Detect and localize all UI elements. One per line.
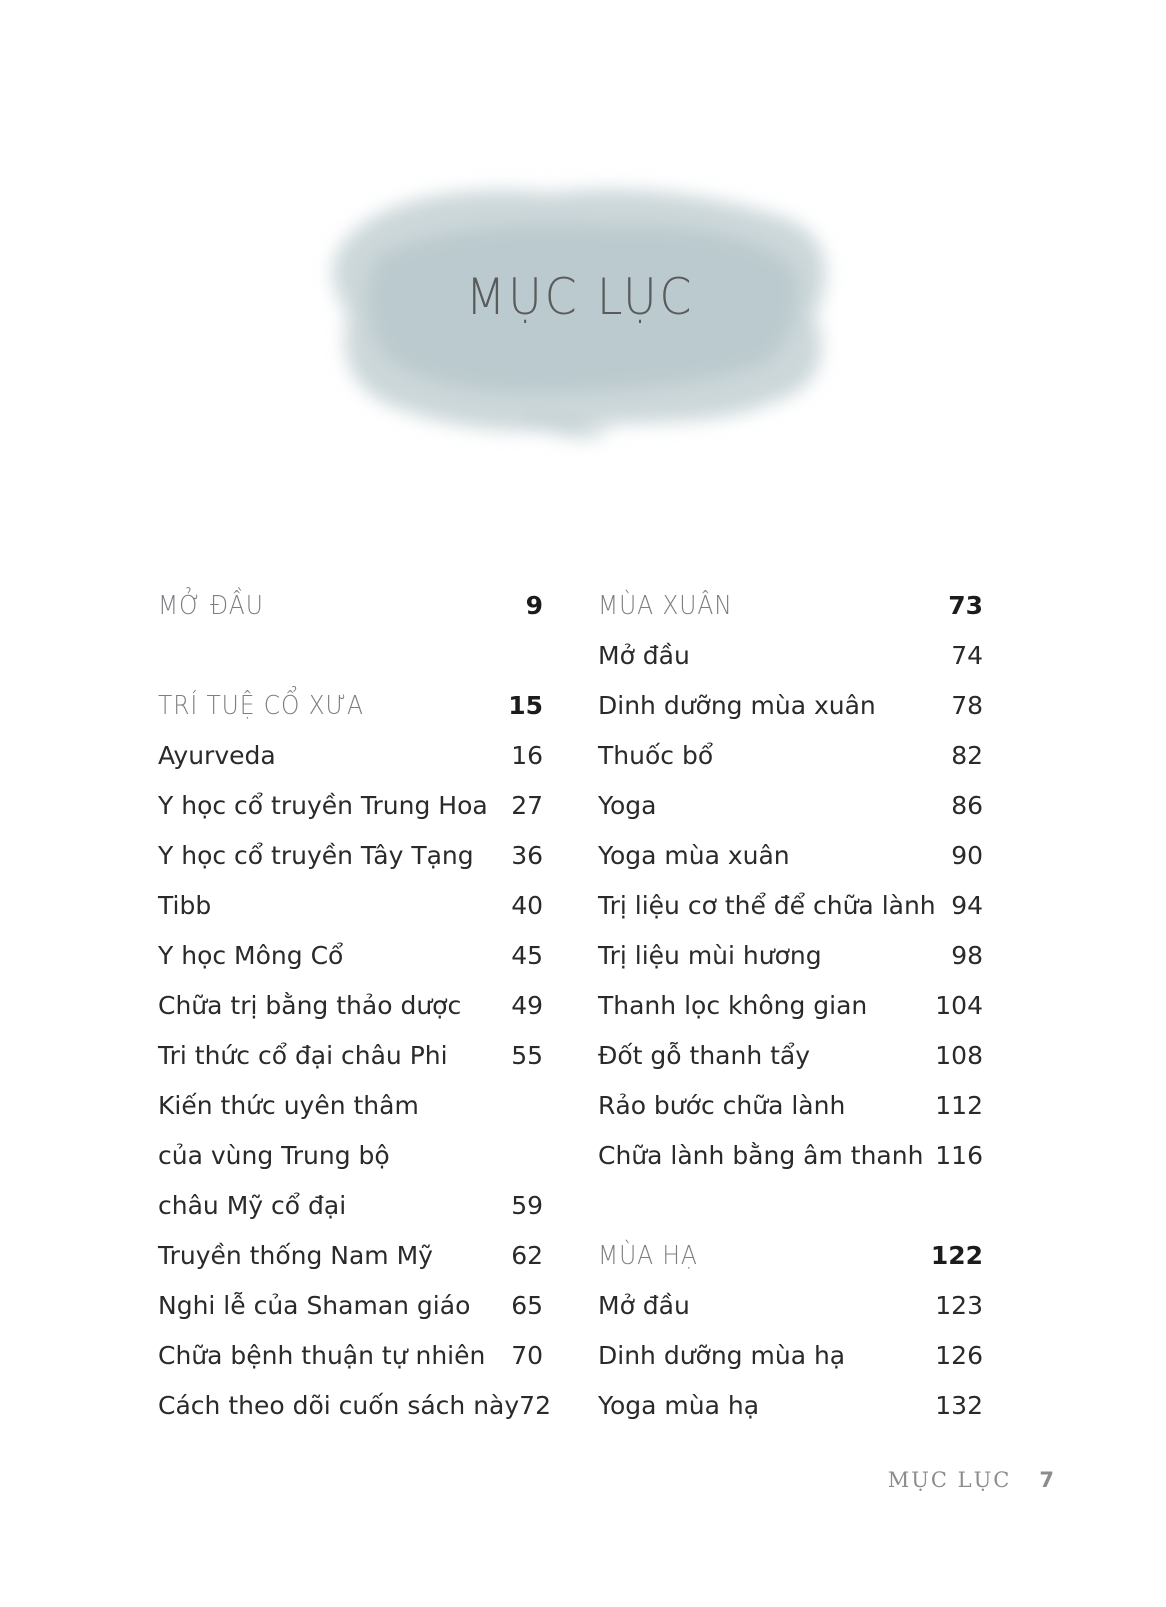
toc-entry-page: 94 — [951, 891, 983, 920]
toc-entry-page: 90 — [951, 841, 983, 870]
toc-entry-page: 86 — [951, 791, 983, 820]
toc-entry-page: 55 — [511, 1041, 543, 1070]
page-footer — [888, 1468, 1054, 1492]
toc-entry-page: 116 — [935, 1141, 983, 1170]
spacer — [158, 631, 543, 681]
toc-entry[interactable] — [158, 1331, 543, 1381]
toc-entry[interactable] — [598, 1081, 983, 1131]
toc-entry[interactable] — [158, 831, 543, 881]
toc-entry[interactable] — [158, 1181, 543, 1231]
toc-entry-label: Rảo bước chữa lành — [598, 1091, 846, 1120]
toc-entry-page: 49 — [511, 991, 543, 1020]
toc-entry-page: 98 — [951, 941, 983, 970]
toc-entry-label: Tibb — [158, 891, 212, 920]
toc-entry-label: Thanh lọc không gian — [598, 991, 868, 1020]
toc-entry-page: 78 — [951, 691, 983, 720]
toc-entry-label: Mở đầu — [598, 1291, 690, 1320]
toc-entry-label: Chữa lành bằng âm thanh — [598, 1141, 924, 1170]
toc-heading-ancient-wisdom[interactable] — [158, 681, 543, 731]
toc-entry-label: Yoga mùa hạ — [598, 1391, 760, 1420]
toc-entry-page: 70 — [511, 1341, 543, 1370]
toc-entry-label: Dinh dưỡng mùa xuân — [598, 691, 876, 720]
toc-entry[interactable] — [158, 981, 543, 1031]
toc-entry-page: 123 — [935, 1291, 983, 1320]
toc-entry-label: châu Mỹ cổ đại — [158, 1191, 347, 1220]
toc-heading-spring[interactable] — [598, 581, 983, 631]
toc-entry-label: Mở đầu — [598, 641, 690, 670]
toc-entry[interactable] — [598, 981, 983, 1031]
toc-entry-page: 45 — [511, 941, 543, 970]
toc-entry-label: Kiến thức uyên thâm — [158, 1091, 419, 1120]
toc-entry-label: Trị liệu cơ thể để chữa lành — [598, 891, 936, 920]
toc-entry-page: 27 — [511, 791, 543, 820]
toc-entry-page: 65 — [511, 1291, 543, 1320]
toc-entry-label: Trị liệu mùi hương — [598, 941, 822, 970]
toc-heading-page: 15 — [508, 691, 543, 720]
toc-entry-label: Y học cổ truyền Tây Tạng — [158, 841, 474, 870]
toc-entry-label: của vùng Trung bộ — [158, 1141, 390, 1170]
toc-heading-page: 122 — [930, 1241, 983, 1270]
toc-entry[interactable] — [158, 1031, 543, 1081]
toc-entry[interactable] — [598, 881, 983, 931]
toc-entry-label: Tri thức cổ đại châu Phi — [158, 1041, 448, 1070]
toc-entry[interactable] — [598, 931, 983, 981]
toc-entry-label: Dinh dưỡng mùa hạ — [598, 1341, 846, 1370]
toc-entry[interactable] — [598, 731, 983, 781]
toc-entry-page: 59 — [511, 1191, 543, 1220]
toc-heading-label: TRÍ TUỆ CỔ XƯA — [158, 691, 364, 721]
toc-heading-intro[interactable] — [158, 581, 543, 631]
toc-entry-label: Truyền thống Nam Mỹ — [158, 1241, 433, 1270]
toc-entry-label: Đốt gỗ thanh tẩy — [598, 1041, 811, 1070]
toc-entry-page: 74 — [951, 641, 983, 670]
toc-entry-label: Thuốc bổ — [598, 741, 714, 770]
toc-left-column — [158, 581, 551, 1431]
toc-entry-label: Yoga — [598, 791, 657, 820]
toc-entry-page: 82 — [951, 741, 983, 770]
toc-entry-label: Cách theo dõi cuốn sách này — [158, 1391, 520, 1420]
toc-entry[interactable] — [598, 631, 983, 681]
toc-entry-page: 112 — [935, 1091, 983, 1120]
toc-entry[interactable] — [158, 731, 543, 781]
toc-heading-label: MỞ ĐẦU — [158, 591, 264, 621]
toc-entry[interactable] — [598, 1131, 983, 1181]
toc-entry[interactable] — [598, 1331, 983, 1381]
toc-entry[interactable] — [158, 1281, 543, 1331]
toc-entry-page: 108 — [935, 1041, 983, 1070]
spacer — [598, 1181, 983, 1231]
toc-entry-label: Y học Mông Cổ — [158, 941, 344, 970]
toc-entry-page: 62 — [511, 1241, 543, 1270]
toc-entry[interactable] — [158, 1081, 543, 1131]
page-number: 7 — [1039, 1468, 1054, 1492]
toc-entry[interactable] — [158, 931, 543, 981]
toc-heading-summer[interactable] — [598, 1231, 983, 1281]
toc-entry-label: Nghi lễ của Shaman giáo — [158, 1291, 471, 1320]
toc-right-column — [598, 581, 983, 1431]
toc-entry[interactable] — [598, 681, 983, 731]
toc-entry[interactable] — [158, 781, 543, 831]
toc-entry[interactable] — [158, 1231, 543, 1281]
toc-entry-page: 36 — [511, 841, 543, 870]
toc-entry-label: Ayurveda — [158, 741, 276, 770]
toc-heading-label: MÙA XUÂN — [598, 591, 733, 621]
toc-entry[interactable] — [598, 1281, 983, 1331]
toc-entry[interactable] — [158, 1131, 543, 1181]
toc-entry-page: 126 — [935, 1341, 983, 1370]
toc-entry[interactable] — [158, 881, 543, 931]
toc-entry-page: 132 — [935, 1391, 983, 1420]
toc-heading-page: 73 — [948, 591, 983, 620]
toc-entry-page: 16 — [511, 741, 543, 770]
toc-entry[interactable] — [158, 1381, 551, 1431]
toc-entry[interactable] — [598, 1381, 983, 1431]
toc-heading-label: MÙA HẠ — [598, 1241, 698, 1271]
toc-entry-label: Y học cổ truyền Trung Hoa — [158, 791, 488, 820]
toc-heading-page: 9 — [525, 591, 543, 620]
toc-entry-page: 72 — [519, 1391, 551, 1420]
toc-entry-label: Yoga mùa xuân — [598, 841, 790, 870]
toc-entry[interactable] — [598, 781, 983, 831]
toc-entry-page: 104 — [935, 991, 983, 1020]
toc-entry[interactable] — [598, 1031, 983, 1081]
running-header: MỤC LỤC — [887, 1468, 1012, 1492]
toc-entry-label: Chữa bệnh thuận tự nhiên — [158, 1341, 486, 1370]
toc-entry-page: 40 — [511, 891, 543, 920]
toc-entry-label: Chữa trị bằng thảo dược — [158, 991, 462, 1020]
page-title: MỤC LỤC — [465, 268, 695, 326]
toc-entry[interactable] — [598, 831, 983, 881]
